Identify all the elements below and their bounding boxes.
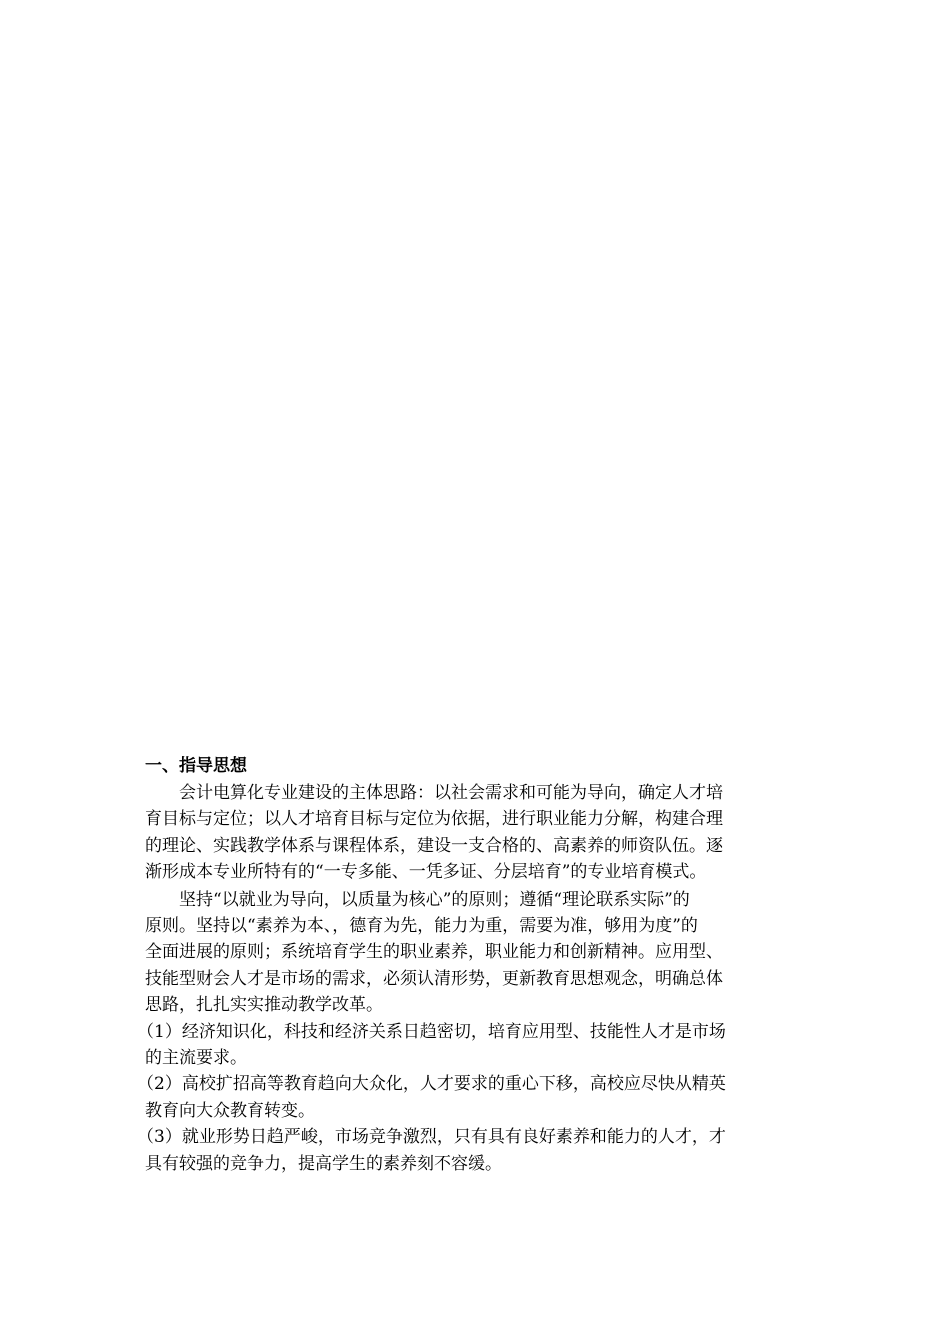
list-item-line: 具有较强的竞争力，提高学生的素养刻不容缓。 [145, 1153, 502, 1174]
list-item-line: （1）经济知识化，科技和经济关系日趋密切，培育应用型、技能性人才是市场 [137, 1021, 726, 1042]
paragraph-line: 思路，扎扎实实推动教学改革。 [145, 995, 383, 1016]
document-body [137, 752, 810, 1177]
paragraph-line: 技能型财会人才是市场的需求，必须认清形势，更新教育思想观念，明确总体 [145, 968, 723, 989]
paragraph-principles [145, 887, 810, 1019]
paragraph-line: 渐形成本专业所特有的“一专多能、一凭多证、分层培育”的专业培育模式。 [145, 862, 707, 883]
paragraph-line: 育目标与定位；以人才培育目标与定位为依据，进行职业能力分解，构建合理 [145, 809, 723, 830]
list-item-line: （2）高校扩招高等教育趋向大众化，人才要求的重心下移，高校应尽快从精英 [137, 1074, 726, 1095]
paragraph-guiding-idea [145, 780, 810, 886]
section-heading: 一、指导思想 [145, 756, 247, 776]
list-item-line: （3）就业形势日趋严峻，市场竞争激烈，只有具有良好素养和能力的人才，才 [137, 1127, 726, 1148]
paragraph-line: 会计电算化专业建设的主体思路：以社会需求和可能为导向，确定人才培 [179, 783, 723, 803]
list-item [137, 1019, 810, 1072]
paragraph-line: 原则。坚持以“素养为本、，德育为先，能力为重，需要为准，够用为度”的 [145, 916, 698, 937]
list-item [137, 1124, 810, 1177]
list-item [137, 1071, 810, 1124]
list-item-line: 教育向大众教育转变。 [145, 1100, 315, 1121]
list-item-line: 的主流要求。 [145, 1048, 247, 1069]
paragraph-line: 坚持“以就业为导向，以质量为核心”的原则；遵循“理论联系实际”的 [179, 889, 690, 910]
paragraph-line: 全面进展的原则；系统培育学生的职业素养，职业能力和创新精神。应用型、 [145, 942, 723, 963]
paragraph-line: 的理论、实践教学体系与课程体系，建设一支合格的、高素养的师资队伍。逐 [145, 835, 723, 856]
